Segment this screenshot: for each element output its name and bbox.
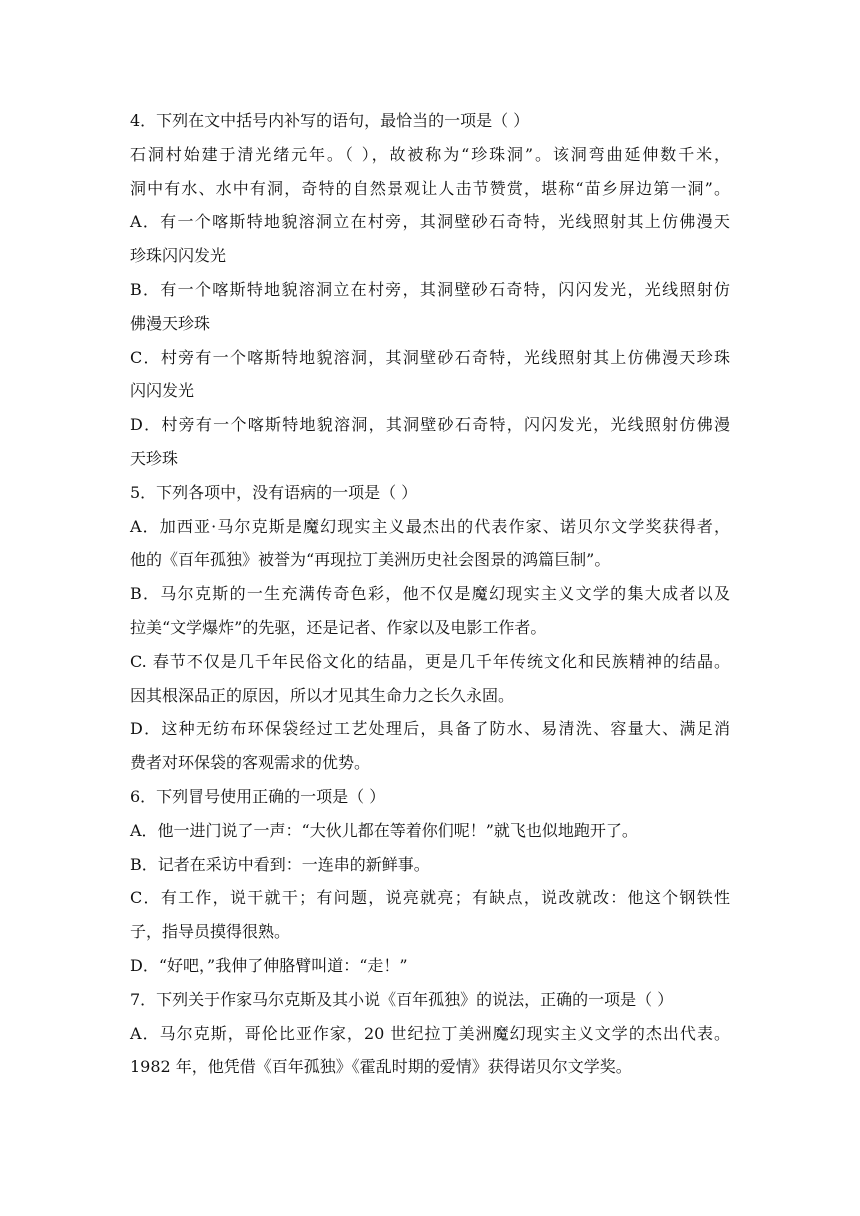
- question-4-passage-line-2: 洞中有水、水中有洞，奇特的自然景观让人击节赞赏，堪称“苗乡屏边第一洞”。: [130, 178, 730, 198]
- question-5-option-a-cont: 他的《百年孤独》被誉为“再现拉丁美洲历史社会图景的鸿篇巨制”。: [130, 550, 611, 570]
- question-7-option-a-cont: 1982 年，他凭借《百年孤独》《霍乱时期的爱情》获得诺贝尔文学奖。: [130, 1057, 632, 1077]
- question-5-option-c-cont: 因其根深品正的原因，所以才见其生命力之长久永固。: [130, 685, 515, 705]
- question-6-option-a: A．他一进门说了一声：“大伙儿都在等着你们呢！”就飞也似地跑开了。: [130, 820, 638, 840]
- question-7-option-a: A．马尔克斯，哥伦比亚作家，20 世纪拉丁美洲魔幻现实主义文学的杰出代表。: [130, 1023, 730, 1043]
- question-4-option-d: D．村旁有一个喀斯特地貌溶洞，其洞壁砂石奇特，闪闪发光，光线照射仿佛漫: [130, 415, 730, 435]
- question-6: [130, 780, 730, 983]
- question-4-option-c-cont: 闪闪发光: [130, 381, 195, 401]
- question-4-passage-line-1: 石洞村始建于清光绪元年。（ ），故被称为“珍珠洞”。该洞弯曲延伸数千米，: [130, 144, 730, 164]
- question-5-option-c: C. 春节不仅是几千年民俗文化的结晶，更是几千年传统文化和民族精神的结晶。: [130, 651, 730, 671]
- question-5-option-d: D．这种无纺布环保袋经过工艺处理后，具备了防水、易清洗、容量大、满足消: [130, 719, 730, 739]
- question-6-option-c: C．有工作，说干就干；有问题，说亮就亮；有缺点，说改就改：他这个钢铁性: [130, 888, 730, 908]
- question-4-stem: 4．下列在文中括号内补写的语句，最恰当的一项是（ ）: [130, 111, 530, 130]
- question-4-option-b-cont: 佛漫天珍珠: [130, 313, 211, 333]
- question-6-option-d: D．“好吧，”我伸了伸胳臂叫道：“走！”: [130, 955, 408, 975]
- document-page: [130, 104, 730, 1084]
- question-4-option-a: A．有一个喀斯特地貌溶洞立在村旁，其洞壁砂石奇特，光线照射其上仿佛漫天: [130, 212, 730, 232]
- question-7: [130, 983, 730, 1084]
- question-5-option-b: B．马尔克斯的一生充满传奇色彩，他不仅是魔幻现实主义文学的集大成者以及: [130, 584, 730, 604]
- question-5-option-b-cont: 拉美“文学爆炸”的先驱，还是记者、作家以及电影工作者。: [130, 617, 547, 637]
- question-4-option-d-cont: 天珍珠: [130, 448, 179, 468]
- question-5-option-a: A．加西亚·马尔克斯是魔幻现实主义最杰出的代表作家、诺贝尔文学奖获得者，: [130, 516, 730, 536]
- question-7-stem: 7．下列关于作家马尔克斯及其小说《百年孤独》的说法，正确的一项是（ ）: [130, 989, 674, 1009]
- question-4-option-b: B．有一个喀斯特地貌溶洞立在村旁，其洞壁砂石奇特，闪闪发光，光线照射仿: [130, 279, 730, 299]
- question-6-option-b: B．记者在采访中看到：一连串的新鲜事。: [130, 854, 430, 874]
- question-5: [130, 476, 730, 780]
- question-4-option-a-cont: 珍珠闪闪发光: [130, 246, 227, 266]
- question-5-stem: 5．下列各项中，没有语病的一项是（ ）: [130, 482, 418, 502]
- question-6-stem: 6．下列冒号使用正确的一项是（ ）: [130, 786, 386, 806]
- question-4-option-c: C．村旁有一个喀斯特地貌溶洞，其洞壁砂石奇特，光线照射其上仿佛漫天珍珠: [130, 347, 730, 367]
- question-4: [130, 104, 730, 476]
- question-6-option-c-cont: 子，指导员摸得很熟。: [130, 922, 291, 942]
- question-5-option-d-cont: 费者对环保袋的客观需求的优势。: [130, 753, 371, 773]
